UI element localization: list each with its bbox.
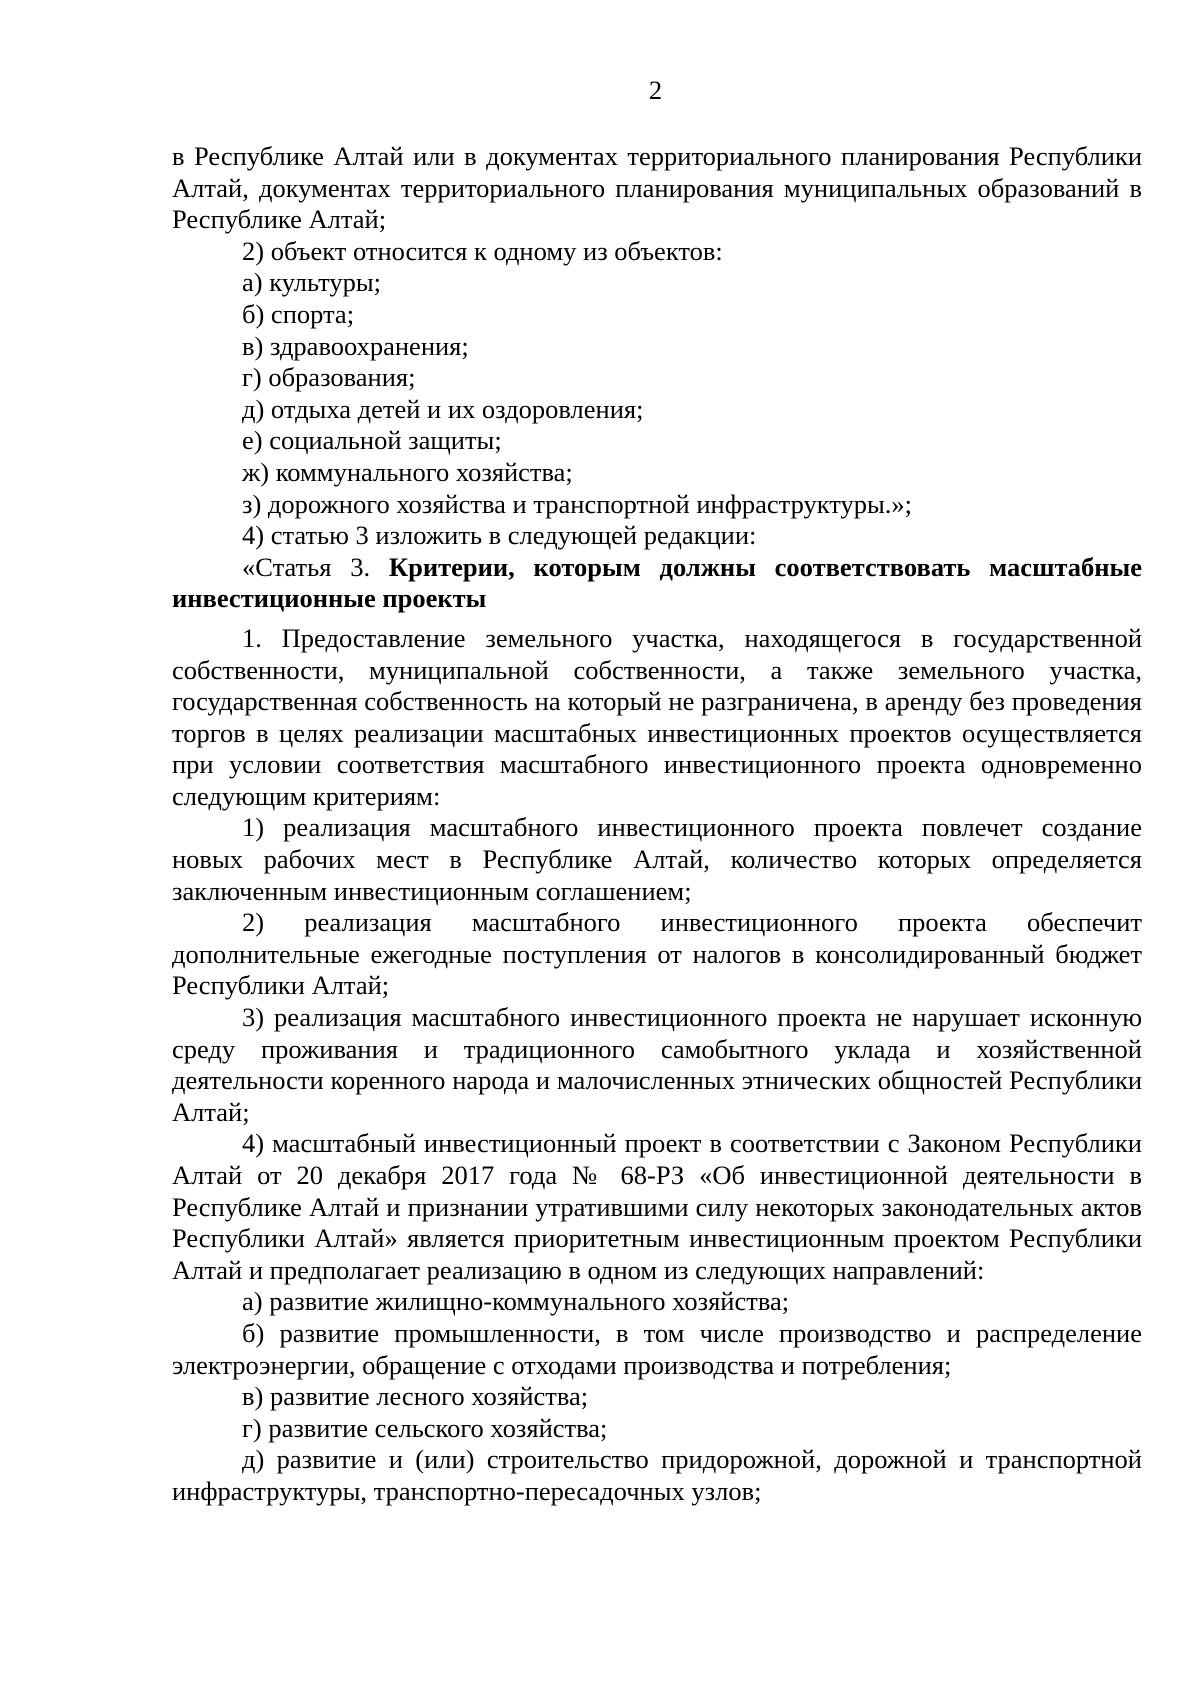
article-prefix: «Статья 3.	[242, 551, 389, 582]
paragraph: ж) коммунального хозяйства;	[242, 456, 573, 487]
paragraph: г) образования;	[242, 362, 416, 393]
paragraph: 2) реализация масштабного инвестиционного проекта обеспечит дополнительные ежегодные поступления от налогов в консолидированный бюджет Республики Алтай;	[172, 907, 1142, 1001]
paragraph: е) социальной защиты;	[242, 425, 502, 456]
paragraph: д) отдыха детей и их оздоровления;	[242, 393, 644, 424]
paragraph: в) здравоохранения;	[242, 330, 469, 361]
page-number: 2	[648, 75, 663, 105]
paragraph: 1. Предоставление земельного участка, находящегося в государственной собственности, муниципальной собственности, а также земельного участка, государственная собственность на который не разграничена, в аренду без проведения торгов в целях реализации масштабных инвестиционных проектов осуществляется при условии соответствия масштабного инвестиционного проекта одновременно следующим критериям:	[172, 622, 1142, 811]
paragraph: а) культуры;	[242, 267, 381, 298]
paragraph: 1) реализация масштабного инвестиционного проекта повлечет создание новых рабочих мест в Республике Алтай, количество которых определяется заключенным инвестиционным соглашением;	[172, 812, 1142, 906]
paragraphs-after-article	[172, 623, 1142, 1508]
paragraph: в) развитие лесного хозяйства;	[242, 1381, 589, 1412]
paragraph: 4) статью 3 изложить в следующей редакции:	[242, 520, 757, 551]
paragraph: 3) реализация масштабного инвестиционного проекта не нарушает исконную среду проживания и традиционного самобытного уклада и хозяйственной деятельности коренного народа и малочисленных этнических общностей Республики Алтай;	[172, 1002, 1142, 1127]
paragraph: в Республике Алтай или в документах территориального планирования Республики Алтай, документах территориального планирования муниципальных образований в Республике Алтай;	[172, 141, 1142, 235]
paragraph: б) спорта;	[242, 298, 355, 329]
paragraph: з) дорожного хозяйства и транспортной инфраструктуры.»;	[242, 488, 913, 519]
paragraphs-before-article	[172, 141, 1142, 552]
paragraph: 4) масштабный инвестиционный проект в соответствии с Законом Республики Алтай от 20 декабря 2017 года № 68-РЗ «Об инвестиционной деятельности в Республике Алтай и признании утратившими силу некоторых законодательных актов Республики Алтай» является приоритетным инвестиционным проектом Республики Алтай и предполагает реализацию в одном из следующих направлений:	[172, 1128, 1142, 1285]
article-title: Критерии, которым должны соответствовать масштабные инвестиционные проекты	[172, 551, 1143, 614]
article-heading	[172, 552, 1142, 615]
paragraph: 2) объект относится к одному из объектов:	[242, 235, 723, 266]
paragraph: б) развитие промышленности, в том числе производство и распределение электроэнергии, обращение с отходами производства и потребления;	[172, 1317, 1142, 1380]
paragraph: а) развитие жилищно-коммунального хозяйства;	[242, 1286, 790, 1317]
paragraph: г) развитие сельского хозяйства;	[242, 1412, 608, 1443]
paragraph: д) развитие и (или) строительство придорожной, дорожной и транспортной инфраструктуры, транспортно-пересадочных узлов;	[172, 1444, 1142, 1506]
document-body	[172, 141, 1142, 1508]
